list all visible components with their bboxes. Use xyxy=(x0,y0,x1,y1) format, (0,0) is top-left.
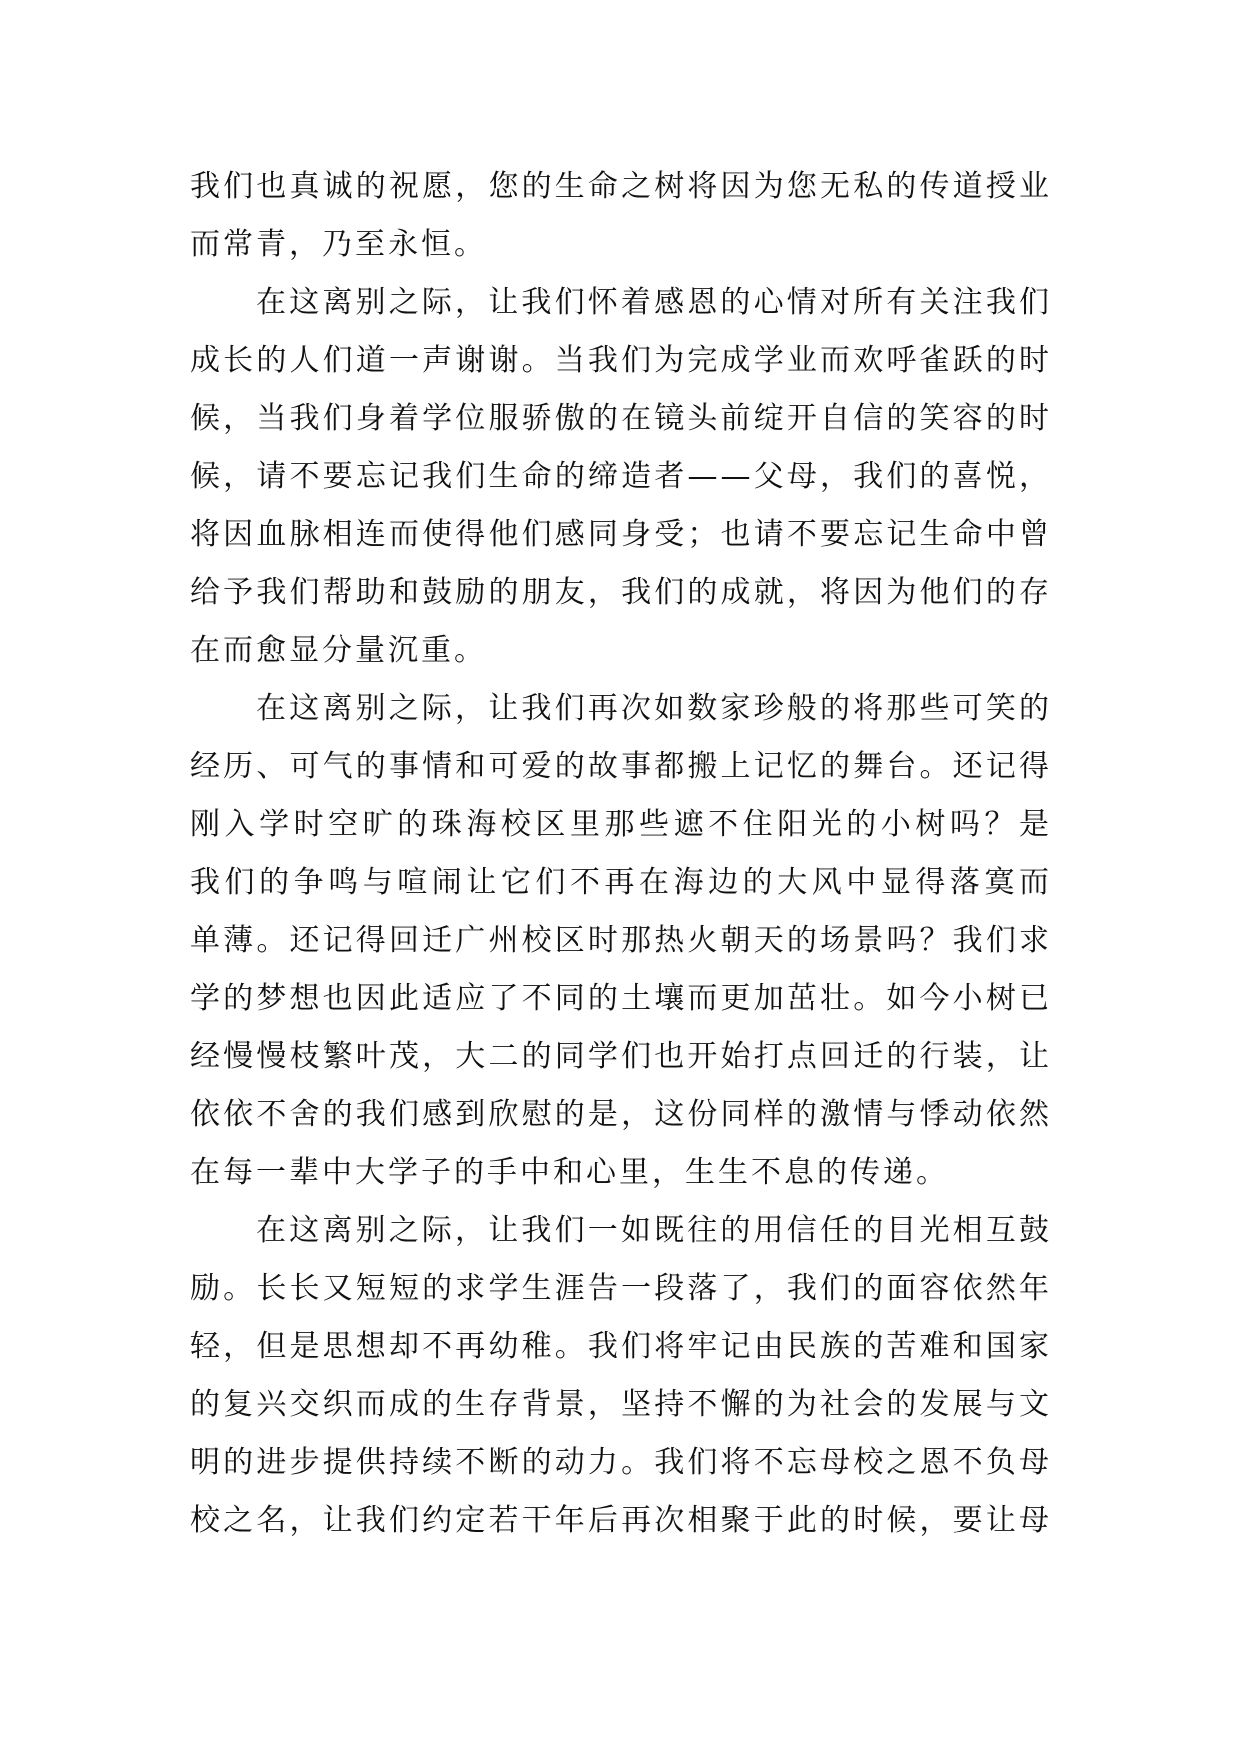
text-line: 在每一辈中大学子的手中和心里，生生不息的传递。 xyxy=(190,1155,949,1190)
paragraph-2 xyxy=(190,274,1052,680)
text-line: 明的进步提供持续不断的动力。我们将不忘母校之恩不负母 xyxy=(190,1445,1052,1480)
text-line: 在而愈显分量沉重。 xyxy=(190,633,487,668)
text-line: 校之名，让我们约定若干年后再次相聚于此的时候，要让母 xyxy=(190,1503,1052,1538)
text-line: 刚入学时空旷的珠海校区里那些遮不住阳光的小树吗？是 xyxy=(190,807,1052,842)
text-line: 成长的人们道一声谢谢。当我们为完成学业而欢呼雀跃的时 xyxy=(190,343,1052,378)
text-line: 而常青，乃至永恒。 xyxy=(190,227,487,262)
text-line: 单薄。还记得回迁广州校区时那热火朝天的场景吗？我们求 xyxy=(190,923,1052,958)
text-line: 候，当我们身着学位服骄傲的在镜头前绽开自信的笑容的时 xyxy=(190,401,1052,436)
text-line: 经慢慢枝繁叶茂，大二的同学们也开始打点回迁的行装，让 xyxy=(190,1039,1052,1074)
text-line: 我们的争鸣与喧闹让它们不再在海边的大风中显得落寞而 xyxy=(190,865,1052,900)
text-line: 我们也真诚的祝愿，您的生命之树将因为您无私的传道授业 xyxy=(190,169,1052,204)
text-line: 在这离别之际，让我们再次如数家珍般的将那些可笑的 xyxy=(256,691,1052,726)
paragraph-3 xyxy=(190,680,1052,1202)
paragraph-4 xyxy=(190,1202,1052,1550)
text-line: 依依不舍的我们感到欣慰的是，这份同样的激情与悸动依然 xyxy=(190,1097,1052,1132)
text-line: 候，请不要忘记我们生命的缔造者——父母，我们的喜悦， xyxy=(190,459,1052,494)
paragraph-1 xyxy=(190,158,1052,274)
text-line: 经历、可气的事情和可爱的故事都搬上记忆的舞台。还记得 xyxy=(190,749,1052,784)
text-line: 给予我们帮助和鼓励的朋友，我们的成就，将因为他们的存 xyxy=(190,575,1052,610)
text-line: 励。长长又短短的求学生涯告一段落了，我们的面容依然年 xyxy=(190,1271,1052,1306)
text-line: 的复兴交织而成的生存背景，坚持不懈的为社会的发展与文 xyxy=(190,1387,1052,1422)
body-text xyxy=(190,158,1052,1550)
text-line: 轻，但是思想却不再幼稚。我们将牢记由民族的苦难和国家 xyxy=(190,1329,1052,1364)
text-line: 在这离别之际，让我们一如既往的用信任的目光相互鼓 xyxy=(256,1213,1052,1248)
text-line: 在这离别之际，让我们怀着感恩的心情对所有关注我们 xyxy=(256,285,1052,320)
text-line: 学的梦想也因此适应了不同的土壤而更加茁壮。如今小树已 xyxy=(190,981,1052,1016)
text-line: 将因血脉相连而使得他们感同身受；也请不要忘记生命中曾 xyxy=(190,517,1052,552)
